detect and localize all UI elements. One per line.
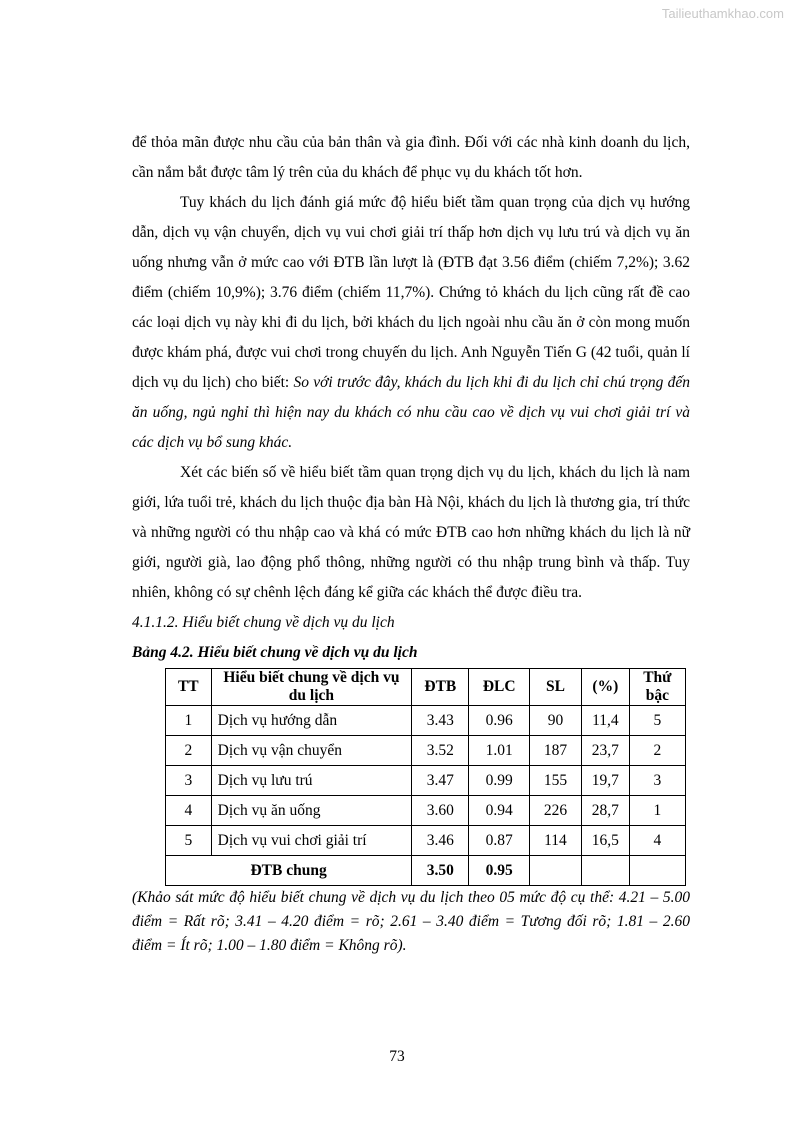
cell-pct: 28,7 [581,796,629,826]
table-title: Bảng 4.2. Hiểu biết chung về dịch vụ du lịch [132,644,418,661]
header-dlc: ĐLC [469,669,529,706]
summary-empty-pct [581,856,629,886]
table-header-row [166,669,686,706]
summary-dtb: 3.50 [412,856,469,886]
page-number: 73 [389,1048,405,1065]
cell-sl: 155 [529,766,581,796]
cell-rank: 2 [629,736,685,766]
header-pct: (%) [581,669,629,706]
cell-dtb: 3.47 [412,766,469,796]
summary-empty-rank [629,856,685,886]
cell-dlc: 0.96 [469,706,529,736]
cell-sl: 187 [529,736,581,766]
cell-pct: 19,7 [581,766,629,796]
cell-dlc: 0.94 [469,796,529,826]
cell-rank: 1 [629,796,685,826]
paragraph-2 [132,188,690,458]
document-body [132,128,690,958]
cell-dtb: 3.60 [412,796,469,826]
cell-sl: 90 [529,706,581,736]
paragraph-3: Xét các biến số về hiểu biết tầm quan trọng dịch vụ du lịch, khách du lịch là nam giới, lứa tuổi trẻ, khách du lịch thuộc địa bàn Hà Nội, khách du lịch là thương gia, trí thức và những người có thu nhập cao và khá có mức ĐTB cao hơn những khách du lịch là nữ giới, người già, lao động phổ thông, những người có thu nhập trung bình và thấp. Tuy nhiên, không có sự chênh lệch đáng kể giữa các khách thể được điều tra. [132,464,690,601]
cell-tt: 2 [166,736,212,766]
cell-tt: 1 [166,706,212,736]
cell-dlc: 1.01 [469,736,529,766]
table-row [166,796,686,826]
cell-item: Dịch vụ ăn uống [211,796,412,826]
summary-dlc: 0.95 [469,856,529,886]
cell-pct: 23,7 [581,736,629,766]
table-row [166,766,686,796]
header-rank: Thứ bậc [629,669,685,706]
cell-rank: 3 [629,766,685,796]
header-dtb: ĐTB [412,669,469,706]
header-sl: SL [529,669,581,706]
cell-dlc: 0.87 [469,826,529,856]
cell-dtb: 3.46 [412,826,469,856]
summary-label: ĐTB chung [166,856,412,886]
table-row [166,826,686,856]
cell-tt: 3 [166,766,212,796]
watermark-text: Tailieuthamkhao.com [661,6,784,21]
cell-tt: 4 [166,796,212,826]
table-note: (Khảo sát mức độ hiểu biết chung về dịch vụ du lịch theo 05 mức độ cụ thể: 4.21 – 5.00 điểm = Rất rõ; 3.41 – 4.20 điểm = rõ; 2.61 – 3.40 điểm = Tương đối rõ; 1.81 – 2.60 điểm = Ít rõ; 1.00 – 1.80 điểm = Không rõ). [132,889,690,954]
section-heading: 4.1.1.2. Hiểu biết chung về dịch vụ du lịch [132,614,395,631]
table-row [166,736,686,766]
cell-pct: 11,4 [581,706,629,736]
table-row [166,706,686,736]
cell-dlc: 0.99 [469,766,529,796]
cell-pct: 16,5 [581,826,629,856]
table-summary-row [166,856,686,886]
cell-item: Dịch vụ hướng dẫn [211,706,412,736]
cell-dtb: 3.43 [412,706,469,736]
cell-sl: 226 [529,796,581,826]
header-item: Hiểu biết chung về dịch vụ du lịch [211,669,412,706]
cell-item: Dịch vụ vui chơi giải trí [211,826,412,856]
cell-item: Dịch vụ vận chuyển [211,736,412,766]
cell-rank: 5 [629,706,685,736]
paragraph-2-text: Tuy khách du lịch đánh giá mức độ hiểu biết tầm quan trọng của dịch vụ hướng dẫn, dịch vụ vận chuyển, dịch vụ vui chơi giải trí thấp hơn dịch vụ lưu trú và dịch vụ ăn uống nhưng vẫn ở mức cao với ĐTB lần lượt là (ĐTB đạt 3.56 điểm (chiếm 7,2%); 3.62 điểm (chiếm 10,9%); 3.76 điểm (chiếm 11,7%). Chứng tỏ khách du lịch cũng rất đề cao các loại dịch vụ này khi đi du lịch, bởi khách du lịch ngoài nhu cầu ăn ở còn mong muốn được khám phá, được vui chơi trong chuyến du lịch. Anh Nguyễn Tiến G (42 tuổi, quản lí dịch vụ du lịch) cho biết: [132,194,690,391]
paragraph-2-quote: So với trước đây, khách du lịch khi đi du lịch chỉ chú trọng đến ăn uống, ngủ nghỉ thì hiện nay du khách có nhu cầu cao về dịch vụ vui chơi giải trí và các dịch vụ bổ sung khác. [132,374,690,451]
summary-empty-sl [529,856,581,886]
paragraph-1: để thỏa mãn được nhu cầu của bản thân và gia đình. Đối với các nhà kinh doanh du lịch, cần nắm bắt được tâm lý trên của du khách để phục vụ du khách tốt hơn. [132,134,690,181]
cell-item: Dịch vụ lưu trú [211,766,412,796]
cell-tt: 5 [166,826,212,856]
cell-sl: 114 [529,826,581,856]
header-tt: TT [166,669,212,706]
cell-dtb: 3.52 [412,736,469,766]
data-table [165,668,686,886]
cell-rank: 4 [629,826,685,856]
